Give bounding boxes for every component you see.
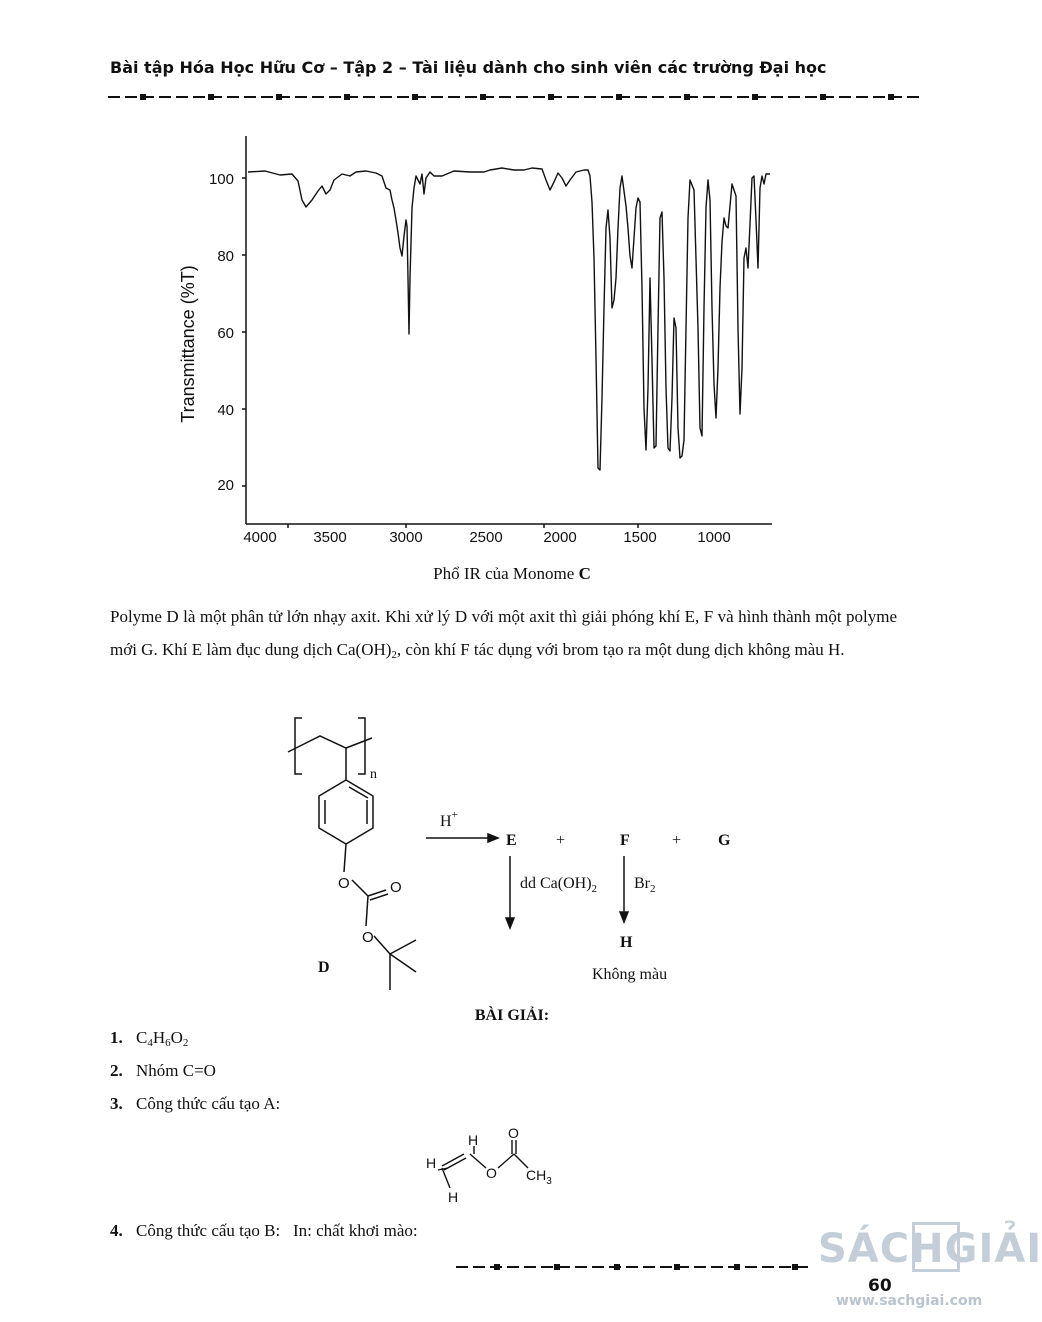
x-tick-3000: 3000: [389, 529, 423, 546]
y-tick-labels: [209, 171, 234, 494]
H-colorless-note: Không màu: [592, 966, 668, 983]
answer-1: 1. $C_4H_6O_2$: [110, 1028, 189, 1049]
y-tick-40: 40: [217, 402, 234, 419]
polymer-n: n: [370, 767, 377, 782]
atom-o-carbonyl: O: [390, 879, 402, 896]
atom-o-ester: O: [486, 1165, 497, 1181]
reagent-H: H+: [440, 809, 458, 830]
ir-caption-text: Phổ IR của Monome: [433, 564, 579, 583]
structure-A: [420, 1125, 580, 1210]
y-tick-100: 100: [208, 171, 234, 188]
problem-paragraph: Polyme D là một phân tử lớn nhạy axit. Khi xử lý D với một axit thì giải phóng khí E, F và hình thành một polyme mới G. Khí E làm đục dung dịch $Ca(OH)_2$, còn khí F tác dụng với brom tạo ra một dung dịch không màu H.: [110, 607, 897, 661]
y-tick-80: 80: [217, 248, 234, 265]
ir-spectrum-chart: [170, 128, 790, 558]
header-title: Bài tập Hóa Học Hữu Cơ – Tập 2 – Tài liệu dành cho sinh viên các trường Đại học: [110, 58, 827, 77]
answer-2: 2. Nhóm C=O: [110, 1061, 216, 1080]
footer-dashed-rule: [456, 1262, 808, 1272]
y-tick-60: 60: [217, 325, 234, 342]
reagent-caoh2: dd $Ca(OH)_2$: [520, 875, 598, 895]
plus-sign-2: +: [672, 832, 682, 849]
group-ch3: $CH_3$: [526, 1167, 552, 1187]
product-H: H: [620, 934, 633, 951]
watermark-logo: SÁCHGIẢI: [818, 1226, 1042, 1272]
x-tick-3500: 3500: [313, 529, 347, 546]
page-number: 60: [868, 1276, 892, 1296]
ir-caption-bold: C: [578, 564, 591, 583]
x-tick-4000: 4000: [243, 529, 277, 546]
x-tick-2500: 2500: [469, 529, 503, 546]
plus-sign-1: +: [556, 832, 566, 849]
x-tick-1000: 1000: [697, 529, 731, 546]
solution-title: BÀI GIẢI:: [474, 1007, 550, 1024]
x-tick-2000: 2000: [543, 529, 577, 546]
product-G: G: [718, 832, 731, 849]
header-dashed-rule: [108, 92, 920, 102]
answer-4: 4. Công thức cấu tạo B: In: chất khơi mào:: [110, 1221, 418, 1240]
product-F: F: [620, 832, 630, 849]
ir-spectrum-trace: [248, 168, 770, 470]
ir-caption: [0, 564, 1024, 584]
reaction-scheme: [280, 700, 780, 1000]
product-E: E: [506, 832, 517, 849]
y-axis-label: Transmittance (%T): [178, 265, 198, 423]
atom-h-top: H: [468, 1132, 479, 1148]
x-tick-1500: 1500: [623, 529, 657, 546]
atom-o-phenoxy: O: [338, 875, 350, 892]
watermark-url: www.sachgiai.com: [836, 1293, 983, 1309]
atom-h-left: H: [426, 1155, 437, 1171]
atom-o-ester: O: [362, 929, 374, 946]
label-D: D: [318, 959, 330, 976]
reagent-br2: $Br_2$: [634, 875, 656, 895]
atom-o-carbonyl: O: [508, 1125, 519, 1141]
x-tick-labels: [243, 529, 730, 546]
atom-h-bottom: H: [448, 1189, 459, 1205]
answer-3: 3. Công thức cấu tạo A:: [110, 1094, 281, 1113]
y-tick-20: 20: [217, 477, 234, 494]
